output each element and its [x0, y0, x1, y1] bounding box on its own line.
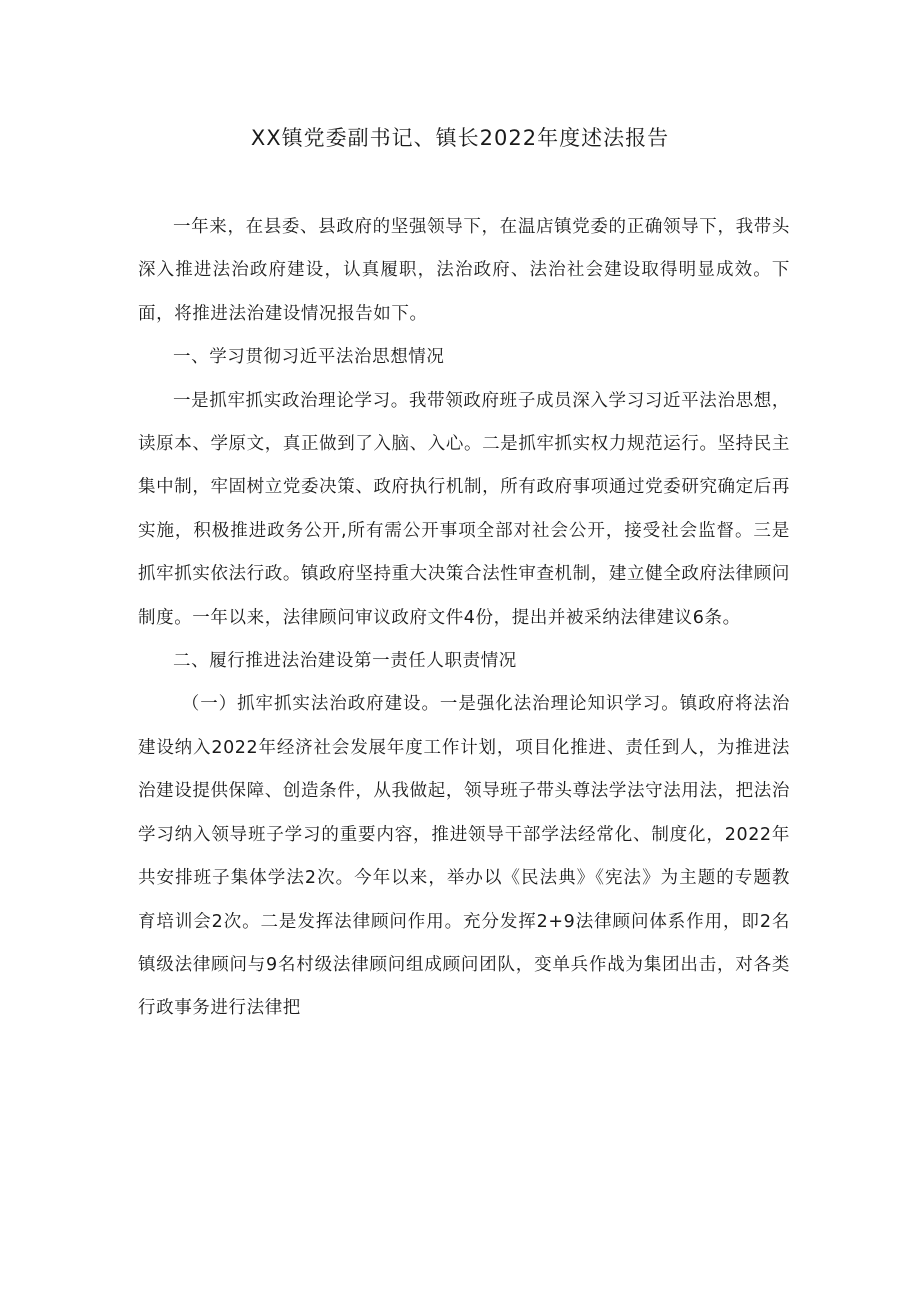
section-2-paragraph: （一）抓牢抓实法治政府建设。一是强化法治理论知识学习。镇政府将法治建设纳入2022年经济社会发展年度工作计划，项目化推进、责任到人，为推进法治建设提供保障、创造条件，从我做起，领导班子带头尊法学法守法用法，把法治学习纳入领导班子学习的重要内容，推进领导干部学法经常化、制度化，2022年共安排班子集体学法2次。今年以来，举办以《民法典》《宪法》为主题的专题教育培训会2次。二是发挥法律顾问作用。充分发挥2+9法律顾问体系作用，即2名镇级法律顾问与9名村级法律顾问组成顾问团队，变单兵作战为集团出击，对各类行政事务进行法律把: [138, 694, 790, 1019]
section-heading-1: 一、学习贯彻习近平法治思想情况: [173, 347, 445, 368]
section-1-paragraph: 一是抓牢抓实政治理论学习。我带领政府班子成员深入学习习近平法治思想，读原本、学原文，真正做到了入脑、入心。二是抓牢抓实权力规范运行。坚持民主集中制，牢固树立党委决策、政府执行机制，所有政府事项通过党委研究确定后再实施，积极推进政务公开,所有需公开事项全部对社会公开，接受社会监督。三是抓牢抓实依法行政。镇政府坚持重大决策合法性审查机制，建立健全政府法律顾问制度。一年以来，法律顾问审议政府文件4份，提出并被采纳法律建议6条。: [138, 390, 790, 628]
intro-paragraph: 一年来，在县委、县政府的坚强领导下，在温店镇党委的正确领导下，我带头深入推进法治政府建设，认真履职，法治政府、法治社会建设取得明显成效。下面，将推进法治建设情况报告如下。: [138, 217, 790, 324]
document-title: XX镇党委副书记、镇长2022年度述法报告: [250, 126, 670, 150]
document-body: [138, 206, 790, 1031]
section-heading-2: 二、履行推进法治建设第一责任人职责情况: [173, 651, 517, 672]
